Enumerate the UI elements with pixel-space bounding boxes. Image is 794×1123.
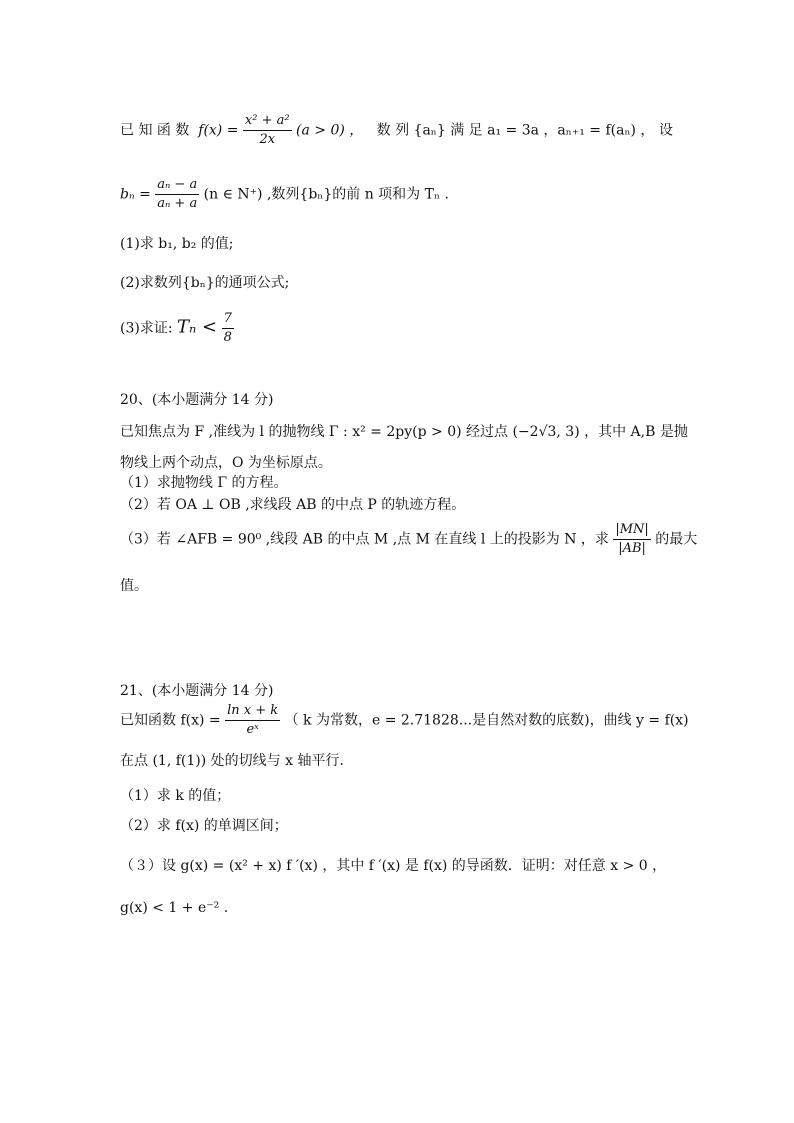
p21-line1-b: （ k 为常数，e = 2.71828...是自然对数的底数)，曲线 y = f(x)	[284, 712, 689, 729]
p19-bn: bₙ =	[120, 186, 151, 203]
p20-line2: 物线上两个动点，O 为坐标原点。	[120, 455, 332, 471]
p19-line1-fx: f(x) =	[198, 122, 239, 139]
p21-q3-end: g(x) < 1 + e⁻² .	[120, 900, 229, 916]
p20-q3-a: （3）若 ∠AFB = 90⁰ ,线段 AB 的中点 M ,点 M 在直线 l 上的投影为 N ，求	[120, 531, 609, 548]
p20-q2: （2）若 OA ⊥ OB ,求线段 AB 的中点 P 的轨迹方程。	[120, 497, 466, 513]
p20-header: 20、(本小题满分 14 分)	[120, 392, 274, 408]
p20-q3-fraction	[613, 521, 650, 558]
p19-q3-num: 7	[222, 310, 234, 329]
p21-q1: （1）求 k 的值；	[120, 788, 231, 804]
p21-q3: （３）设 g(x) = (x² + x) f ′(x) ，其中 f ′(x) 是 f(x) 的导函数．证明：对任意 x > 0 ，	[120, 858, 667, 874]
p19-bn-fraction	[155, 176, 199, 213]
p19-fraction	[243, 112, 292, 149]
p19-fraction-den: 2x	[259, 132, 276, 147]
p19-line1-prefix: 已 知 函 数	[120, 122, 190, 139]
p19-line1-cond: (a > 0) ，	[296, 122, 364, 139]
p19-q3-den: 8	[223, 330, 232, 345]
p21-line1	[120, 702, 689, 739]
p19-line1	[120, 112, 673, 149]
p19-fraction-num: x² + a²	[243, 112, 292, 131]
p19-q1: (1)求 b₁, b₂ 的值;	[120, 236, 234, 252]
p20-q1: （1）求抛物线 Γ 的方程。	[120, 475, 288, 491]
p21-fraction-num: ln x + k	[225, 702, 280, 721]
p19-line1-mid: 数 列 {aₙ} 满 足 a₁ = 3a ，aₙ₊₁ = f(aₙ) ， 设	[376, 122, 673, 139]
p19-q2: (2)求数列{bₙ}的通项公式;	[120, 275, 290, 291]
p19-bn-num: aₙ − a	[155, 176, 199, 195]
p21-q2: （2）求 f(x) 的单调区间；	[120, 818, 288, 834]
p20-q3-c: 值。	[120, 578, 148, 594]
p20-q3	[120, 521, 697, 558]
p19-q3-fraction	[222, 310, 234, 347]
p21-line2: 在点 (1, f(1)) 处的切线与 x 轴平行．	[120, 753, 354, 769]
p20-q3-b: 的最大	[655, 531, 698, 548]
p21-fraction-den: eˣ	[246, 722, 259, 737]
p21-fraction	[225, 702, 280, 739]
p20-line1: 已知焦点为 F ,准线为 l 的抛物线 Γ : x² = 2py(p > 0) 经过点 (−2√3, 3) ，其中 A,B 是抛	[120, 424, 688, 440]
p20-q3-num: |MN|	[613, 521, 650, 540]
p19-q3-prefix: (3)求证:	[120, 320, 173, 337]
p19-q3	[120, 310, 234, 347]
p21-line1-a: 已知函数 f(x) =	[120, 712, 221, 729]
p19-line2-rest: (n ∈ N⁺) ,数列{bₙ}的前 n 项和为 Tₙ .	[203, 186, 449, 203]
p19-line2	[120, 176, 449, 213]
p21-header: 21、(本小题满分 14 分)	[120, 683, 274, 699]
p19-bn-den: aₙ + a	[157, 196, 198, 211]
p19-q3-T: Tₙ <	[177, 316, 218, 338]
p20-q3-den: |AB|	[618, 541, 646, 556]
